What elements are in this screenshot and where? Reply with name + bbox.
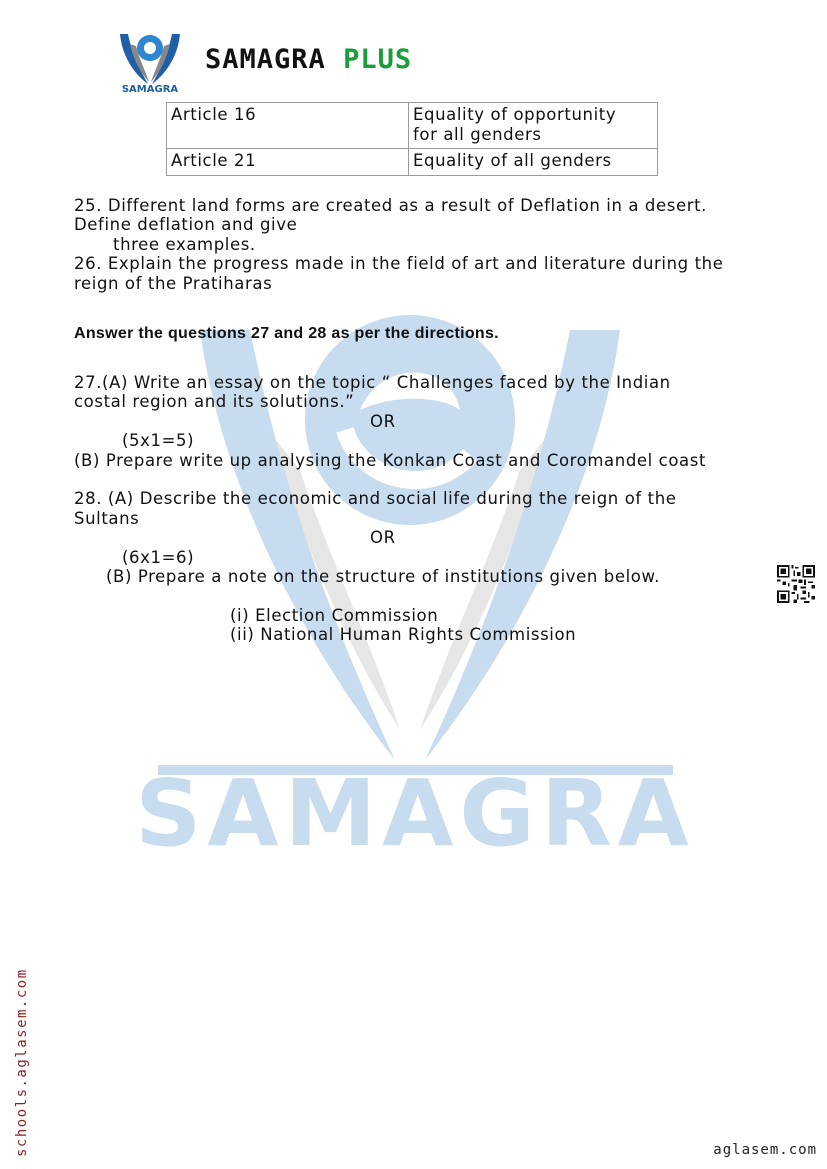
q27-option-b: (B) Prepare write up analysing the Konkan Coast and Coromandel coast	[74, 451, 707, 470]
q25-line3: three examples.	[113, 235, 256, 254]
q27-or: OR	[370, 412, 396, 431]
table-cell-meaning	[409, 103, 658, 149]
instruction-heading: Answer the questions 27 and 28 as per the directions.	[74, 325, 499, 342]
brand-plus: PLUS	[343, 44, 413, 75]
q27-marks: (5x1=5)	[122, 431, 195, 450]
q28-line2: Sultans	[74, 509, 140, 528]
table-cell-article: Article 21	[167, 149, 409, 176]
watermark-text: SAMAGRA	[135, 760, 695, 867]
q28-item: (ii) National Human Rights Commission	[230, 625, 577, 644]
q26-line2: reign of the Pratiharas	[74, 274, 273, 293]
table-cell-article: Article 16	[167, 103, 409, 149]
q25-line1: 25. Different land forms are created as a result of Deflation in a desert.	[74, 196, 708, 215]
footer-url: aglasem.com	[713, 1142, 817, 1158]
q28-marks: (6x1=6)	[122, 548, 195, 567]
table-cell-meaning: Equality of all genders	[409, 149, 658, 176]
table-row	[167, 149, 658, 176]
q27-line1: 27.(A) Write an essay on the topic “ Challenges faced by the Indian	[74, 373, 671, 392]
samagra-logo	[112, 26, 188, 94]
cell-line: for all genders	[413, 124, 542, 144]
q28-item: (i) Election Commission	[230, 606, 439, 625]
cell-line: Equality of opportunity	[413, 105, 617, 124]
qr-code-icon	[777, 565, 815, 603]
q25-line2: Define deflation and give	[74, 215, 298, 234]
brand-title	[205, 44, 412, 75]
table-row	[167, 103, 658, 149]
q28-line1: 28. (A) Describe the economic and social life during the reign of the	[74, 489, 677, 508]
q28-option-b: (B) Prepare a note on the structure of institutions given below.	[106, 567, 660, 586]
brand-main: SAMAGRA	[205, 44, 326, 75]
logo-text: SAMAGRA	[121, 84, 179, 94]
side-watermark-url: schools.aglasem.com	[14, 968, 30, 1157]
articles-table	[166, 102, 658, 176]
q28-or: OR	[370, 528, 396, 547]
q27-line2: costal region and its solutions.”	[74, 392, 355, 411]
q26-line1: 26. Explain the progress made in the field of art and literature during the	[74, 254, 724, 273]
